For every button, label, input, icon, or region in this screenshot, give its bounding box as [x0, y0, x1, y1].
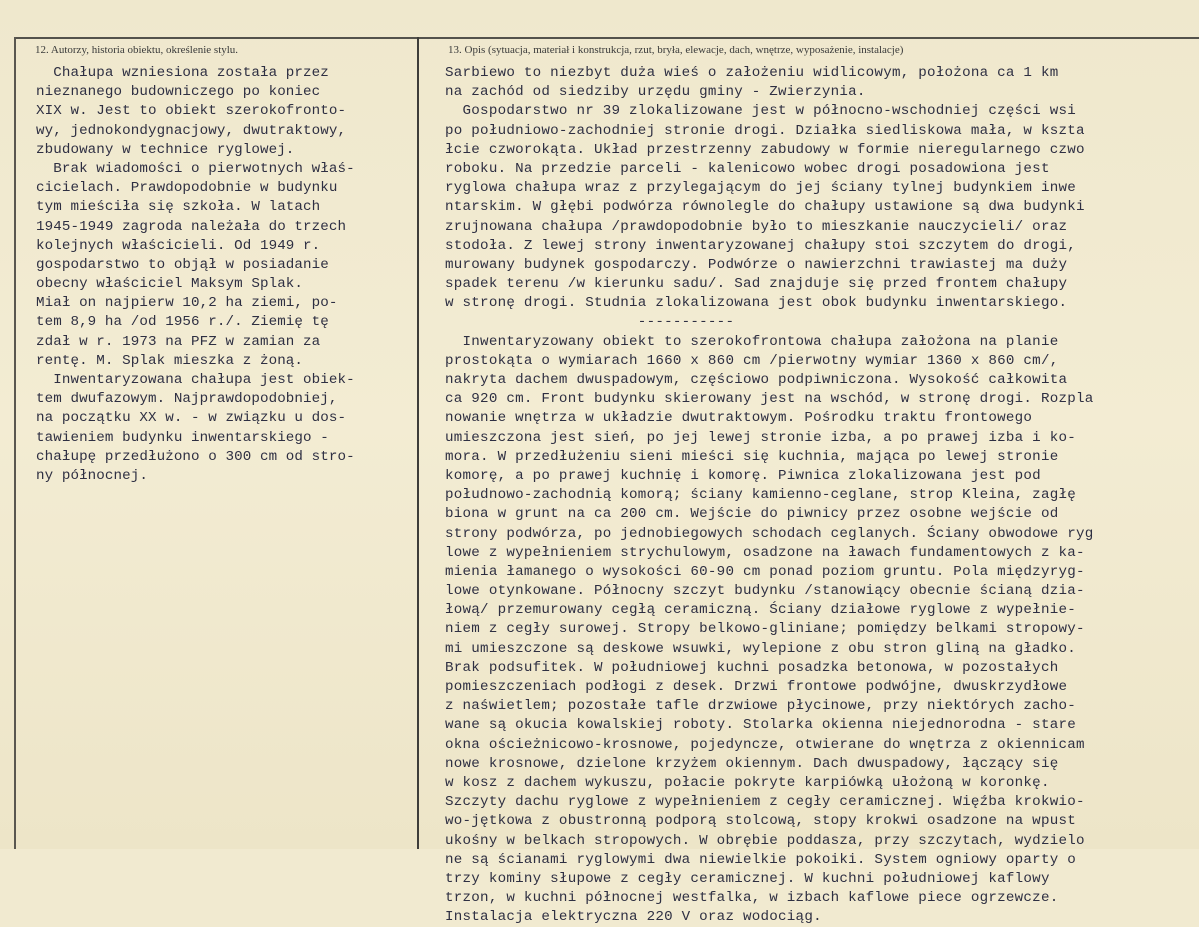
- text-line: po południowo-zachodniej stronie drogi. Działka siedliskowa mała, w kszta: [445, 122, 1085, 139]
- section-13-body: [445, 64, 1199, 927]
- text-line: nakryta dachem dwuspadowym, częściowo podpiwniczona. Wysokość całkowita: [445, 372, 1068, 388]
- text-line: ne są ścianami ryglowymi dwa niewielkie pokoiki. System ogniowy oparty o: [445, 851, 1076, 868]
- text-line: Inwentaryzowana chałupa jest obiek-: [36, 372, 355, 388]
- text-line: XIX w. Jest to obiekt szerokofronto-: [36, 103, 347, 120]
- text-line: okna ościeżnicowo-krosnowe, pojedyncze, otwierane do wnętrza z okiennicam: [445, 736, 1085, 753]
- text-line: tem dwufazowym. Najprawdopodobniej,: [36, 391, 338, 408]
- text-line: cicielach. Prawdopodobnie w budynku: [36, 180, 338, 197]
- text-line: Miał on najpierw 10,2 ha ziemi, po-: [36, 295, 338, 312]
- text-line: roboku. Na przedzie parceli - kalenicowo wobec drogi posadowiona jest: [445, 160, 1050, 177]
- section-12-body: [36, 64, 416, 486]
- text-line: strony podwórza, po jednobiegowych schodach ceglanych. Ściany obwodowe ryg: [445, 525, 1094, 542]
- text-line: tawieniem budynku inwentarskiego -: [36, 429, 329, 446]
- text-line: komorę, a po prawej kuchnię i komorę. Piwnica zlokalizowana jest pod: [445, 467, 1041, 484]
- text-line: z naświetlem; pozostałe tafle drzwiowe płycinowe, przy niektórych zacho-: [445, 698, 1076, 715]
- text-line: w stronę drogi. Studnia zlokalizowana jest obok budynku inwentarskiego.: [445, 295, 1068, 312]
- text-line: nowanie wnętrza w układzie dwutraktowym. Pośrodku traktu frontowego: [445, 410, 1033, 427]
- text-line: biona w grunt na ca 200 cm. Wejście do piwnicy przez osobne wejście od: [445, 506, 1059, 523]
- section-13-heading: 13. Opis (sytuacja, materiał i konstrukcja, rzut, bryła, elewacje, dach, wnętrze, wyposażenie, instalacje): [448, 44, 904, 56]
- text-line: Brak wiadomości o pierwotnych właś-: [36, 160, 355, 177]
- text-line: pomieszczeniach podłogi z desek. Drzwi frontowe podwójne, dwuskrzydłowe: [445, 679, 1068, 695]
- text-line: Sarbiewo to niezbyt duża wieś o założeniu widlicowym, położona ca 1 km: [445, 65, 1059, 81]
- text-line: umieszczona jest sień, po jej lewej stronie izba, a po prawej izba i ko-: [445, 429, 1076, 446]
- text-line: tym mieściła się szkoła. W latach: [36, 199, 321, 216]
- text-line: lowe z wypełnieniem strychulowym, osadzone na ławach fundamentowych z ka-: [445, 544, 1085, 561]
- text-line: ryglowa chałupa wraz z przylegającym do jej ściany tylnej budynkiem inwe: [445, 180, 1076, 197]
- text-line: ntarskim. W głębi podwórza równolegle do chałupy ustawione są dwa budynki: [445, 199, 1085, 216]
- text-line: mora. W przedłużeniu sieni mieści się kuchnia, mająca po lewej stronie: [445, 448, 1059, 465]
- text-line: na zachód od siedziby urzędu gminy - Zwierzynia.: [445, 84, 866, 101]
- text-line: łową/ przemurowany cegłą ceramiczną. Ściany działowe ryglowe z wypełnie-: [445, 602, 1076, 619]
- column-divider: [417, 37, 419, 849]
- text-line: tem 8,9 ha /od 1956 r./. Ziemię tę: [36, 314, 329, 331]
- text-line: rentę. M. Splak mieszka z żoną.: [36, 352, 304, 369]
- text-line: Chałupa wzniesiona została przez: [36, 65, 329, 81]
- text-line: połudnowo-zachodnią komorą; ściany kamienno-ceglane, strop Kleina, zagłę: [445, 487, 1076, 504]
- text-line: ca 920 cm. Front budynku skierowany jest na wschód, w stronę drogi. Rozpla: [445, 391, 1094, 408]
- text-line: lowe otynkowane. Północny szczyt budynku /stanowiący obecnie ścianą dzia-: [445, 583, 1085, 600]
- text-line: wo-jętkowa z obustronną podporą stolcową, stopy krokwi osadzone na wpust: [445, 813, 1076, 830]
- text-line: zrujnowana chałupa /prawdopodobnie było to mieszkanie nauczycieli/ oraz: [445, 218, 1068, 235]
- text-line: Inwentaryzowany obiekt to szerokofrontowa chałupa założona na planie: [445, 333, 1059, 350]
- text-line: -----------: [445, 314, 735, 331]
- text-line: ukośny w belkach stropowych. W obrębie poddasza, przy szczytach, wydzielo: [445, 832, 1085, 849]
- text-line: wane są okucia kowalskiej roboty. Stolarka okienna niejednorodna - stare: [445, 717, 1076, 734]
- frame-left-rule: [14, 37, 16, 849]
- text-line: chałupę przedłużono o 300 cm od stro-: [36, 448, 355, 465]
- text-line: Brak podsufitek. W południowej kuchni posadzka betonowa, w pozostałych: [445, 659, 1059, 676]
- text-line: Szczyty dachu ryglowe z wypełnieniem z cegły ceramicznej. Więźba krokwio-: [445, 794, 1085, 811]
- text-line: mienia łamanego o wysokości 60-90 cm ponad poziom gruntu. Pola międzyryg-: [445, 563, 1085, 580]
- section-12-heading: 12. Autorzy, historia obiektu, określenie stylu.: [35, 44, 239, 56]
- text-line: stodoła. Z lewej strony inwentaryzowanej chałupy stoi szczytem do drogi,: [445, 237, 1076, 254]
- text-line: nowe krosnowe, dzielone krzyżem okiennym. Dach dwuspadowy, łączący się: [445, 755, 1059, 772]
- text-line: obecny właściciel Maksym Splak.: [36, 276, 304, 293]
- text-line: na początku XX w. - w związku u dos-: [36, 410, 347, 427]
- text-line: łcie czworokąta. Układ przestrzenny zabudowy w formie nieregularnego czwo: [445, 141, 1085, 158]
- text-line: trzy kominy słupowe z cegły ceramicznej. W kuchni południowej kaflowy: [445, 870, 1050, 887]
- text-line: w kosz z dachem wykuszu, połacie pokryte karpiówką ułożoną w koronkę.: [445, 774, 1050, 791]
- text-line: gospodarstwo to objął w posiadanie: [36, 256, 329, 273]
- text-line: 1945-1949 zagroda należała do trzech: [36, 218, 347, 235]
- frame-top-rule: [14, 37, 1199, 39]
- text-line: ny północnej.: [36, 467, 148, 484]
- text-line: spadek terenu /w kierunku sadu/. Sad znajduje się przed frontem chałupy: [445, 276, 1068, 293]
- text-line: zdał w r. 1973 na PFZ w zamian za: [36, 333, 321, 350]
- text-line: Instalacja elektryczna 220 V oraz wodociąg.: [445, 909, 822, 926]
- text-line: Gospodarstwo nr 39 zlokalizowane jest w północno-wschodniej części wsi: [445, 103, 1076, 120]
- text-line: prostokąta o wymiarach 1660 x 860 cm /pierwotny wymiar 1360 x 860 cm/,: [445, 352, 1059, 369]
- text-line: mi umieszczone są deskowe wsuwki, wylepione z obu stron gliną na gładko.: [445, 640, 1076, 657]
- text-line: wy, jednokondygnacjowy, dwutraktowy,: [36, 122, 347, 139]
- text-line: zbudowany w technice ryglowej.: [36, 141, 295, 158]
- text-line: murowany budynek gospodarczy. Podwórze o nawierzchni trawiastej ma duży: [445, 256, 1068, 273]
- text-line: kolejnych właścicieli. Od 1949 r.: [36, 237, 321, 254]
- text-line: trzon, w kuchni północnej westfalka, w izbach kaflowe piece ogrzewcze.: [445, 890, 1059, 907]
- text-line: nieznanego budowniczego po koniec: [36, 84, 321, 101]
- text-line: niem z cegły surowej. Stropy belkowo-gliniane; pomiędzy belkami stropowy-: [445, 621, 1085, 638]
